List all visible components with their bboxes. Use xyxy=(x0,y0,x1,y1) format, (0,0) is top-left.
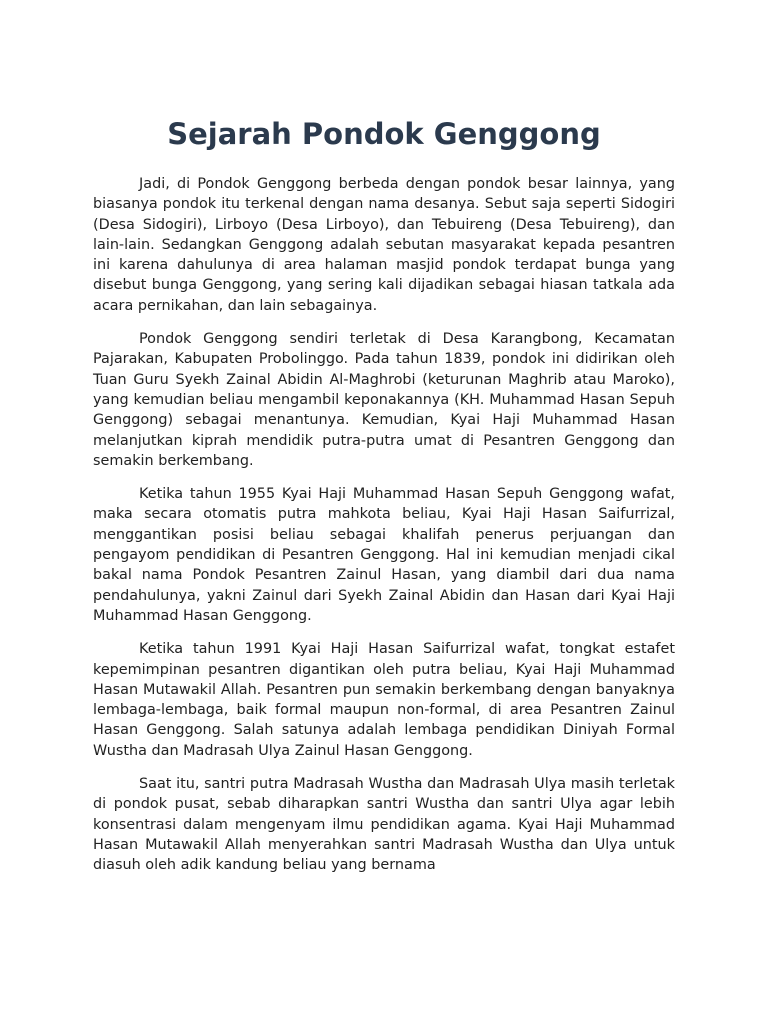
paragraph-1: Jadi, di Pondok Genggong berbeda dengan pondok besar lainnya, yang biasanya pondok itu terkenal dengan nama desanya. Sebut saja seperti Sidogiri (Desa Sidogiri), Lirboyo (Desa Lirboyo), dan Tebuireng (Desa Tebuireng), dan lain-lain. Sedangkan Genggong adalah sebutan masyarakat kepada pesantren ini karena dahulunya di area halaman masjid pondok terdapat bunga yang disebut bunga Genggong, yang sering kali dijadikan sebagai hiasan tatkala ada acara pernikahan, dan lain sebagainya. xyxy=(93,176,675,314)
document-title: Sejarah Pondok Genggong xyxy=(167,117,601,151)
paragraph-3: Ketika tahun 1955 Kyai Haji Muhammad Hasan Sepuh Genggong wafat, maka secara otomatis putra mahkota beliau, Kyai Haji Hasan Saifurrizal, menggantikan posisi beliau sebagai khalifah penerus perjuangan dan pengayom pendidikan di Pesantren Genggong. Hal ini kemudian menjadi cikal bakal nama Pondok Pesantren Zainul Hasan, yang diambil dari dua nama pendahulunya, yakni Zainul dari Syekh Zainal Abidin dan Hasan dari Kyai Haji Muhammad Hasan Genggong. xyxy=(93,486,675,624)
document-page xyxy=(93,112,675,889)
paragraph-5: Saat itu, santri putra Madrasah Wustha dan Madrasah Ulya masih terletak di pondok pusat, sebab diharapkan santri Wustha dan santri Ulya agar lebih konsentrasi dalam mengenyam ilmu pendidikan agama. Kyai Haji Muhammad Hasan Mutawakil Allah menyerahkan santri Madrasah Wustha dan Ulya untuk diasuh oleh adik kandung beliau yang bernama xyxy=(93,776,675,874)
paragraph-2: Pondok Genggong sendiri terletak di Desa Karangbong, Kecamatan Pajarakan, Kabupaten Probolinggo. Pada tahun 1839, pondok ini didirikan oleh Tuan Guru Syekh Zainal Abidin Al-Maghrobi (keturunan Maghrib atau Maroko), yang kemudian beliau mengambil keponakannya (KH. Muhammad Hasan Sepuh Genggong) sebagai menantunya. Kemudian, Kyai Haji Muhammad Hasan melanjutkan kiprah mendidik putra-putra umat di Pesantren Genggong dan semakin berkembang. xyxy=(93,331,675,469)
paragraph-4: Ketika tahun 1991 Kyai Haji Hasan Saifurrizal wafat, tongkat estafet kepemimpinan pesantren digantikan oleh putra beliau, Kyai Haji Muhammad Hasan Mutawakil Allah. Pesantren pun semakin berkembang dengan banyaknya lembaga-lembaga, baik formal maupun non-formal, di area Pesantren Zainul Hasan Genggong. Salah satunya adalah lembaga pendidikan Diniyah Formal Wustha dan Madrasah Ulya Zainul Hasan Genggong. xyxy=(93,641,675,759)
